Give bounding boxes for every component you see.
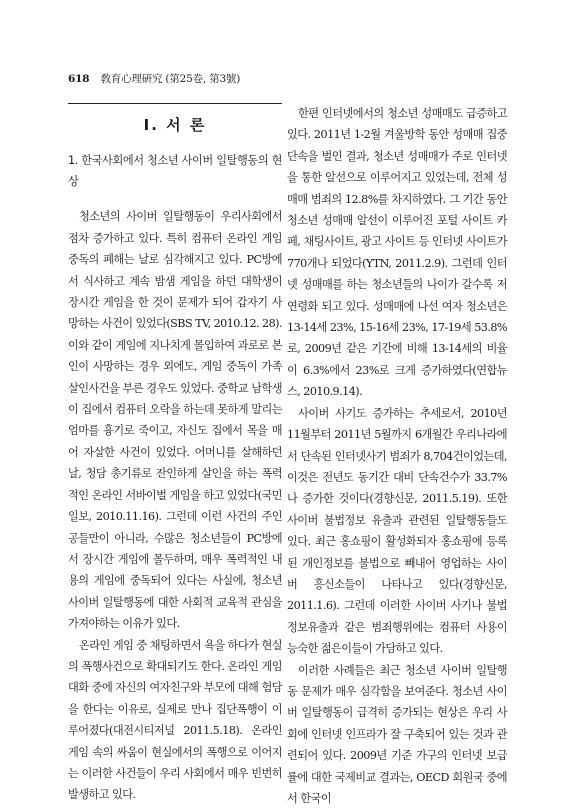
body-paragraph: 이러한 사례들은 최근 청소년 사이버 일탈행동 문제가 매우 심각함을 보여준다. 청소년 사이버 일탈행동이 급격히 증가되는 현상은 우리 사회에 인터넷 인프라가 잘 구축되어 있는 것과 관련되어 있다. 2009년 기준 가구의 인터넷 보급률에 대한 국제비교 결과는, OECD 회원국 중에서 한국이 [287,663,507,805]
body-paragraph: 온라인 게임 중 채팅하면서 욕을 하다가 현실의 폭행사건으로 확대되기도 한다. 온라인 게임 대화 중에 자신의 여자친구와 부모에 대해 험담을 한다는 이유로, 실제로 만나 집단폭행이 이루어졌다(대전시티저널 2011.5.18). 온라인 게임 속의 싸움이 현실에서의 폭행으로 이어지는 이러한 사건들이 우리 사회에서 매우 빈번히 발생하고 있다. [68,638,282,802]
right-column [287,103,507,809]
subsection-title: 1. 한국사회에서 청소년 사이버 일탈행동의 현상 [68,154,282,189]
body-paragraph: 청소년의 사이버 일탈행동이 우리사회에서 점차 증가하고 있다. 특히 컴퓨터 온라인 게임중독의 폐해는 날로 심각해지고 있다. PC방에서 식사하고 계속 밤샘 게임을 하던 대학생이 장시간 게임을 한 것이 문제가 되어 갑자기 사망하는 사건이 있었다(SBS TV, 2010.12. 28). 이와 같이 게임에 지나치게 몰입하여 과로로 본인이 사망하는 경우 외에도, 게임 중독이 가족 살인사건을 부른 경우도 있었다. 중학교 남학생이 집에서 컴퓨터 오락을 하는데 못하게 말리는 엄마를 흉기로 죽이고, 자신도 집에서 목을 매어 자살한 사건이 있었다. 어머니를 살해하던 날, 청담 총기류로 잔인하게 살인을 하는 폭력적인 온라인 서바이벌 게임을 하고 있었다(국민일보, 2010.11.16). 그런데 이런 사건의 주인공들만이 아니라, 수많은 청소년들이 PC방에서 장시간 게임에 몰두하며, 매우 폭력적인 내용의 게임에 중독되어 있다는 사실에, 청소년 사이버 일탈행동에 대한 사회적 교육적 관심을 가져야하는 이유가 있다. [68,210,282,631]
running-header [68,71,508,86]
journal-title: 敎育心理硏究 (第25卷, 第3號) [100,73,241,85]
left-column [68,103,282,806]
body-paragraph: 사이버 사기도 증가하는 추세로서, 2010년 11월부터 2011년 5월까지 6개월간 우리나라에서 단속된 인터넷사기 범죄가 8,704건이었는데, 이것은 전년도 동기간 대비 단속건수가 33.7%나 증가한 것이다(경향신문, 2011.5.19). 또한 사이버 불법정보 유출과 관련된 일탈행동들도 있다. 최근 홍쇼핑이 활성화되자 홍쇼핑에 등록된 개인정보를 불법으로 빼내어 영업하는 사이버 흥신소들이 나타나고 있다(경향신문, 2011.1.6). 그런데 이러한 사이버 사기나 불법정보유출과 같은 범죄행위에는 컴퓨터 사용이 능숙한 젊은이들이 가담하고 있다. [287,406,507,656]
section-title: Ⅰ. 서 론 [143,116,207,134]
page-number: 618 [68,73,90,85]
body-paragraph: 한편 인터넷에서의 청소년 성매매도 급증하고 있다. 2011년 1-2월 겨울방학 동안 성매매 집중단속을 벌인 결과, 청소년 성매매가 주로 인터넷을 통한 알선으로 이루어지고 있었는데, 전체 성매매 범죄의 12.8%를 차지하였다. 그 기간 동안 청소년 성매매 알선이 이루어진 포털 사이트 카페, 채팅사이트, 광고 사이트 등 인터넷 사이트가 770개나 되었다(YTN, 2011.2.9). 그런데 인터넷 성매매를 하는 청소년들의 나이가 갈수록 저연령화 되고 있다. 성매매에 나선 여자 청소년은 13-14세 23%, 15-16세 23%, 17-19세 53.8%로, 2009년 같은 기간에 비해 13-14세의 비율이 6.3%에서 23%로 크게 증가하였다(연합뉴스, 2010.9.14). [287,107,507,399]
